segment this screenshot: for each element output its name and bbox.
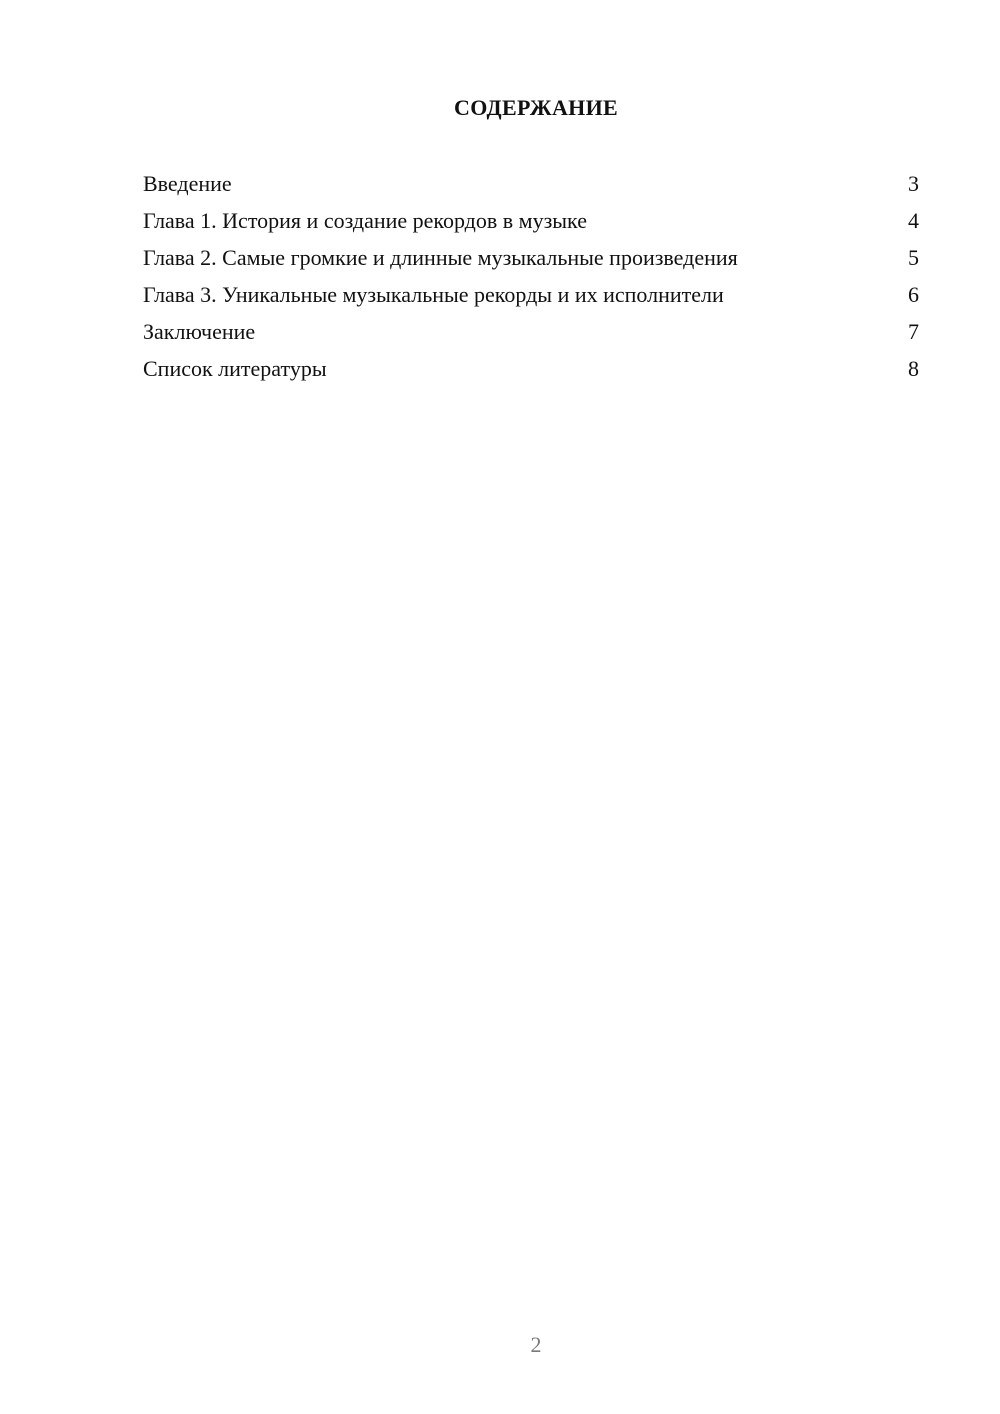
toc-item-references [143,354,919,391]
page-number: 2 [530,1332,542,1357]
toc-entry-text: Глава 2. Самые громкие и длинные музыкальные произведения [143,245,738,270]
toc-entry-text: Введение [143,171,232,196]
toc-entry-page: 5 [908,245,919,270]
toc-entry-text: Заключение [143,319,256,344]
toc-entry-text: Список литературы [143,356,327,381]
toc-entry-page: 3 [908,171,919,196]
toc-item-chapter-3 [143,280,919,317]
toc-entry-text: Глава 1. История и создание рекордов в музыке [143,208,587,233]
page-title: СОДЕРЖАНИЕ [454,95,618,120]
toc-entry-page: 7 [908,319,919,344]
toc-entry-page: 6 [908,282,919,307]
toc-item-chapter-2 [143,243,919,280]
toc-item-conclusion [143,317,919,354]
toc-item-chapter-1 [143,206,919,243]
toc-entry-page: 4 [908,208,919,233]
table-of-contents [143,169,919,391]
toc-item-introduction [143,169,919,206]
toc-entry-page: 8 [908,356,919,381]
toc-entry-text: Глава 3. Уникальные музыкальные рекорды и их исполнители [143,282,724,307]
